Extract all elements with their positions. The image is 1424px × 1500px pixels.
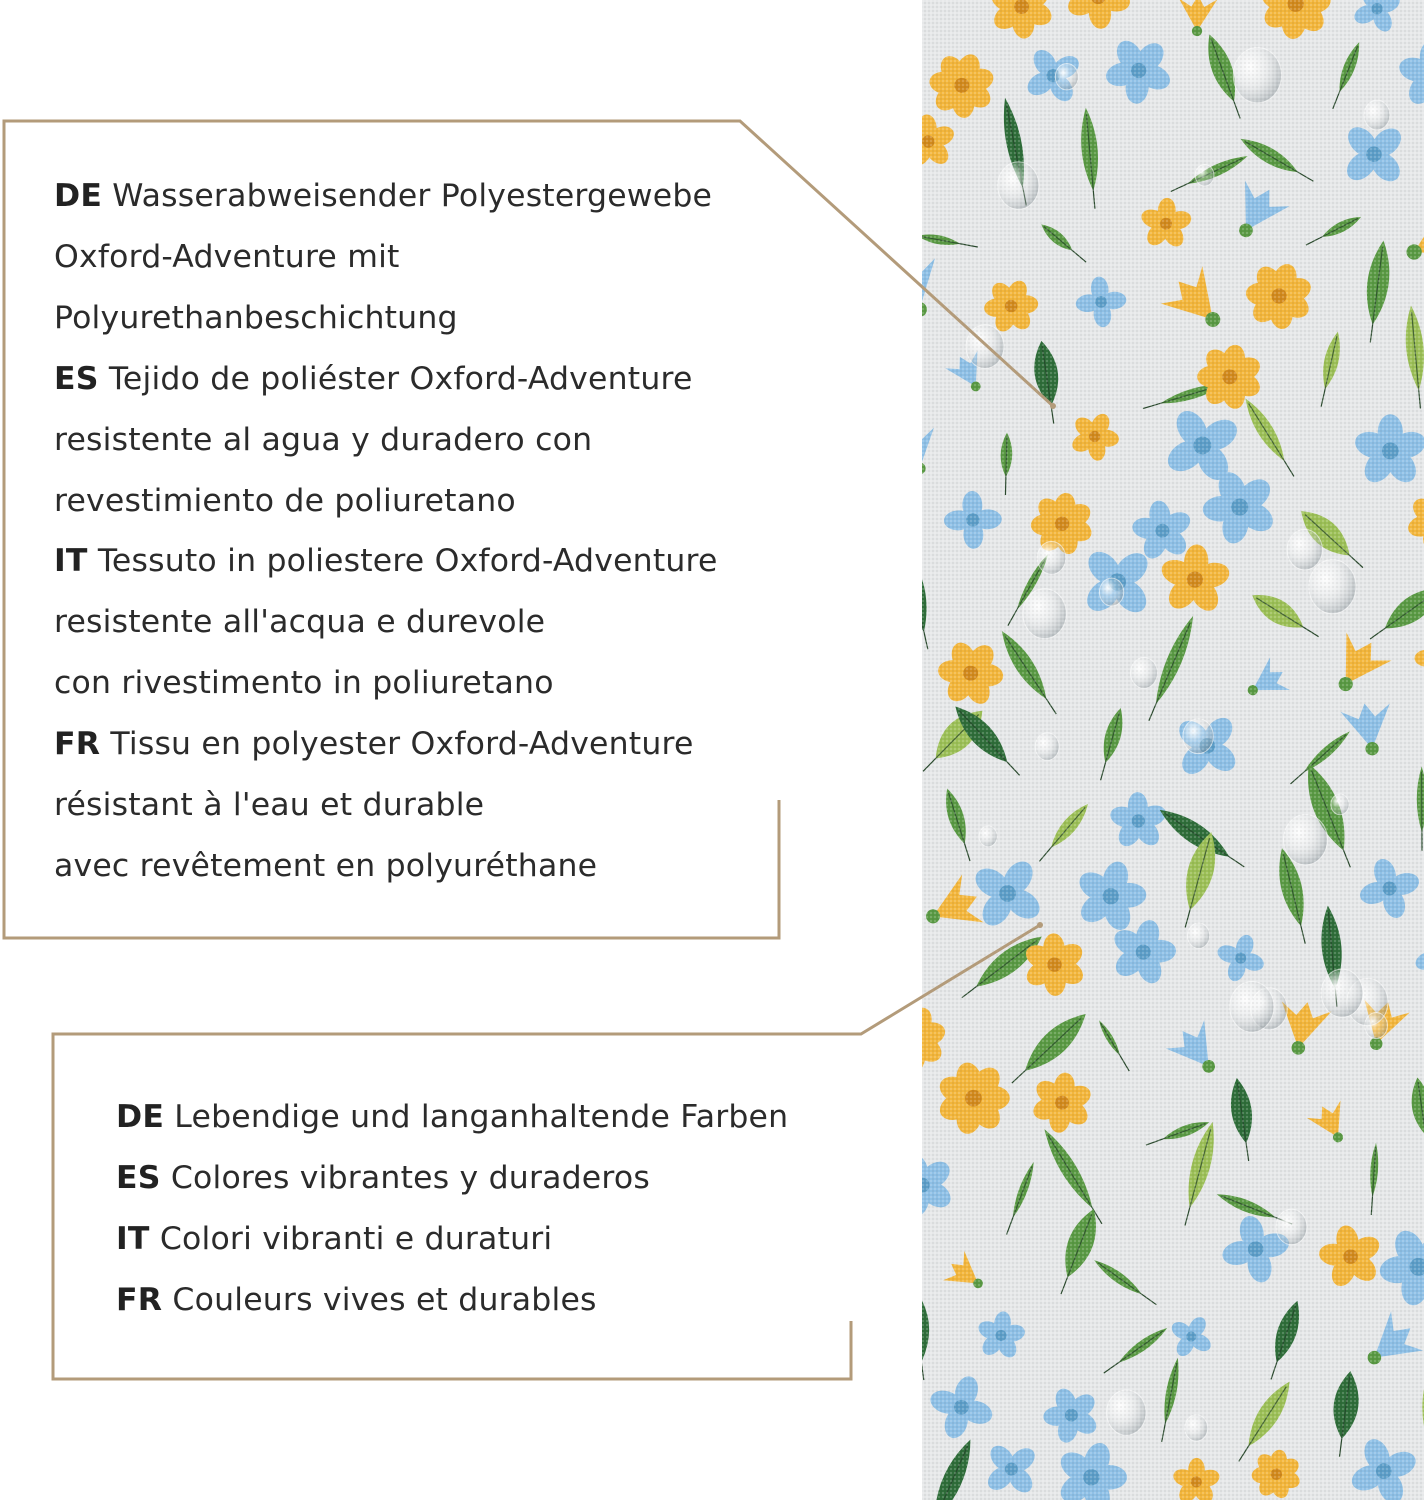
- language-code: IT: [54, 543, 88, 580]
- callout-line: [54, 298, 458, 338]
- callout-line-fr: [54, 724, 694, 764]
- description-text: Wasserabweisender Polyestergewebe: [112, 178, 713, 214]
- description-text: revestimiento de poliuretano: [54, 482, 516, 519]
- callout-line-es: [54, 359, 693, 399]
- description-text: Couleurs vives et durables: [172, 1282, 597, 1318]
- language-code: FR: [116, 1282, 163, 1318]
- callout-line: [54, 237, 400, 277]
- callout-line: [54, 602, 545, 642]
- language-code: DE: [116, 1099, 165, 1135]
- callout-line-it: [54, 541, 718, 581]
- description-text: Tejido de poliéster Oxford-Adventure: [108, 360, 693, 397]
- callout-line: [54, 481, 516, 521]
- description-text: Oxford-Adventure mit: [54, 238, 400, 275]
- callout-line-de: [54, 176, 712, 216]
- floral-fabric-swatch: [922, 0, 1424, 1500]
- weave-texture: [922, 0, 1424, 1500]
- callout-line-es: [116, 1158, 650, 1198]
- description-text: Lebendige und langanhaltende Farben: [174, 1099, 789, 1135]
- callout-line: [54, 846, 597, 886]
- description-text: Colori vibranti e duraturi: [159, 1221, 553, 1257]
- language-code: ES: [116, 1160, 161, 1196]
- description-text: résistant à l'eau et durable: [54, 787, 485, 823]
- description-text: Tissu en polyester Oxford-Adventure: [110, 726, 694, 763]
- description-text: Polyurethanbeschichtung: [54, 299, 458, 336]
- language-code: DE: [54, 178, 103, 214]
- callout-line: [54, 420, 592, 460]
- callout-line-de: [116, 1097, 788, 1137]
- description-text: avec revêtement en polyuréthane: [54, 847, 598, 884]
- callout-line: [54, 663, 554, 703]
- language-code: FR: [54, 726, 101, 763]
- language-code: ES: [54, 360, 99, 397]
- callout-line-it: [116, 1219, 552, 1259]
- callout-line-fr: [116, 1280, 597, 1320]
- callout-line: [54, 785, 484, 825]
- description-text: resistente al agua y duradero con: [54, 421, 593, 458]
- description-text: Colores vibrantes y duraderos: [170, 1160, 650, 1196]
- description-text: con rivestimento in poliuretano: [54, 665, 554, 702]
- description-text: Tessuto in poliestere Oxford-Adventure: [97, 543, 718, 580]
- language-code: IT: [116, 1221, 150, 1257]
- description-text: resistente all'acqua e durevole: [54, 604, 546, 641]
